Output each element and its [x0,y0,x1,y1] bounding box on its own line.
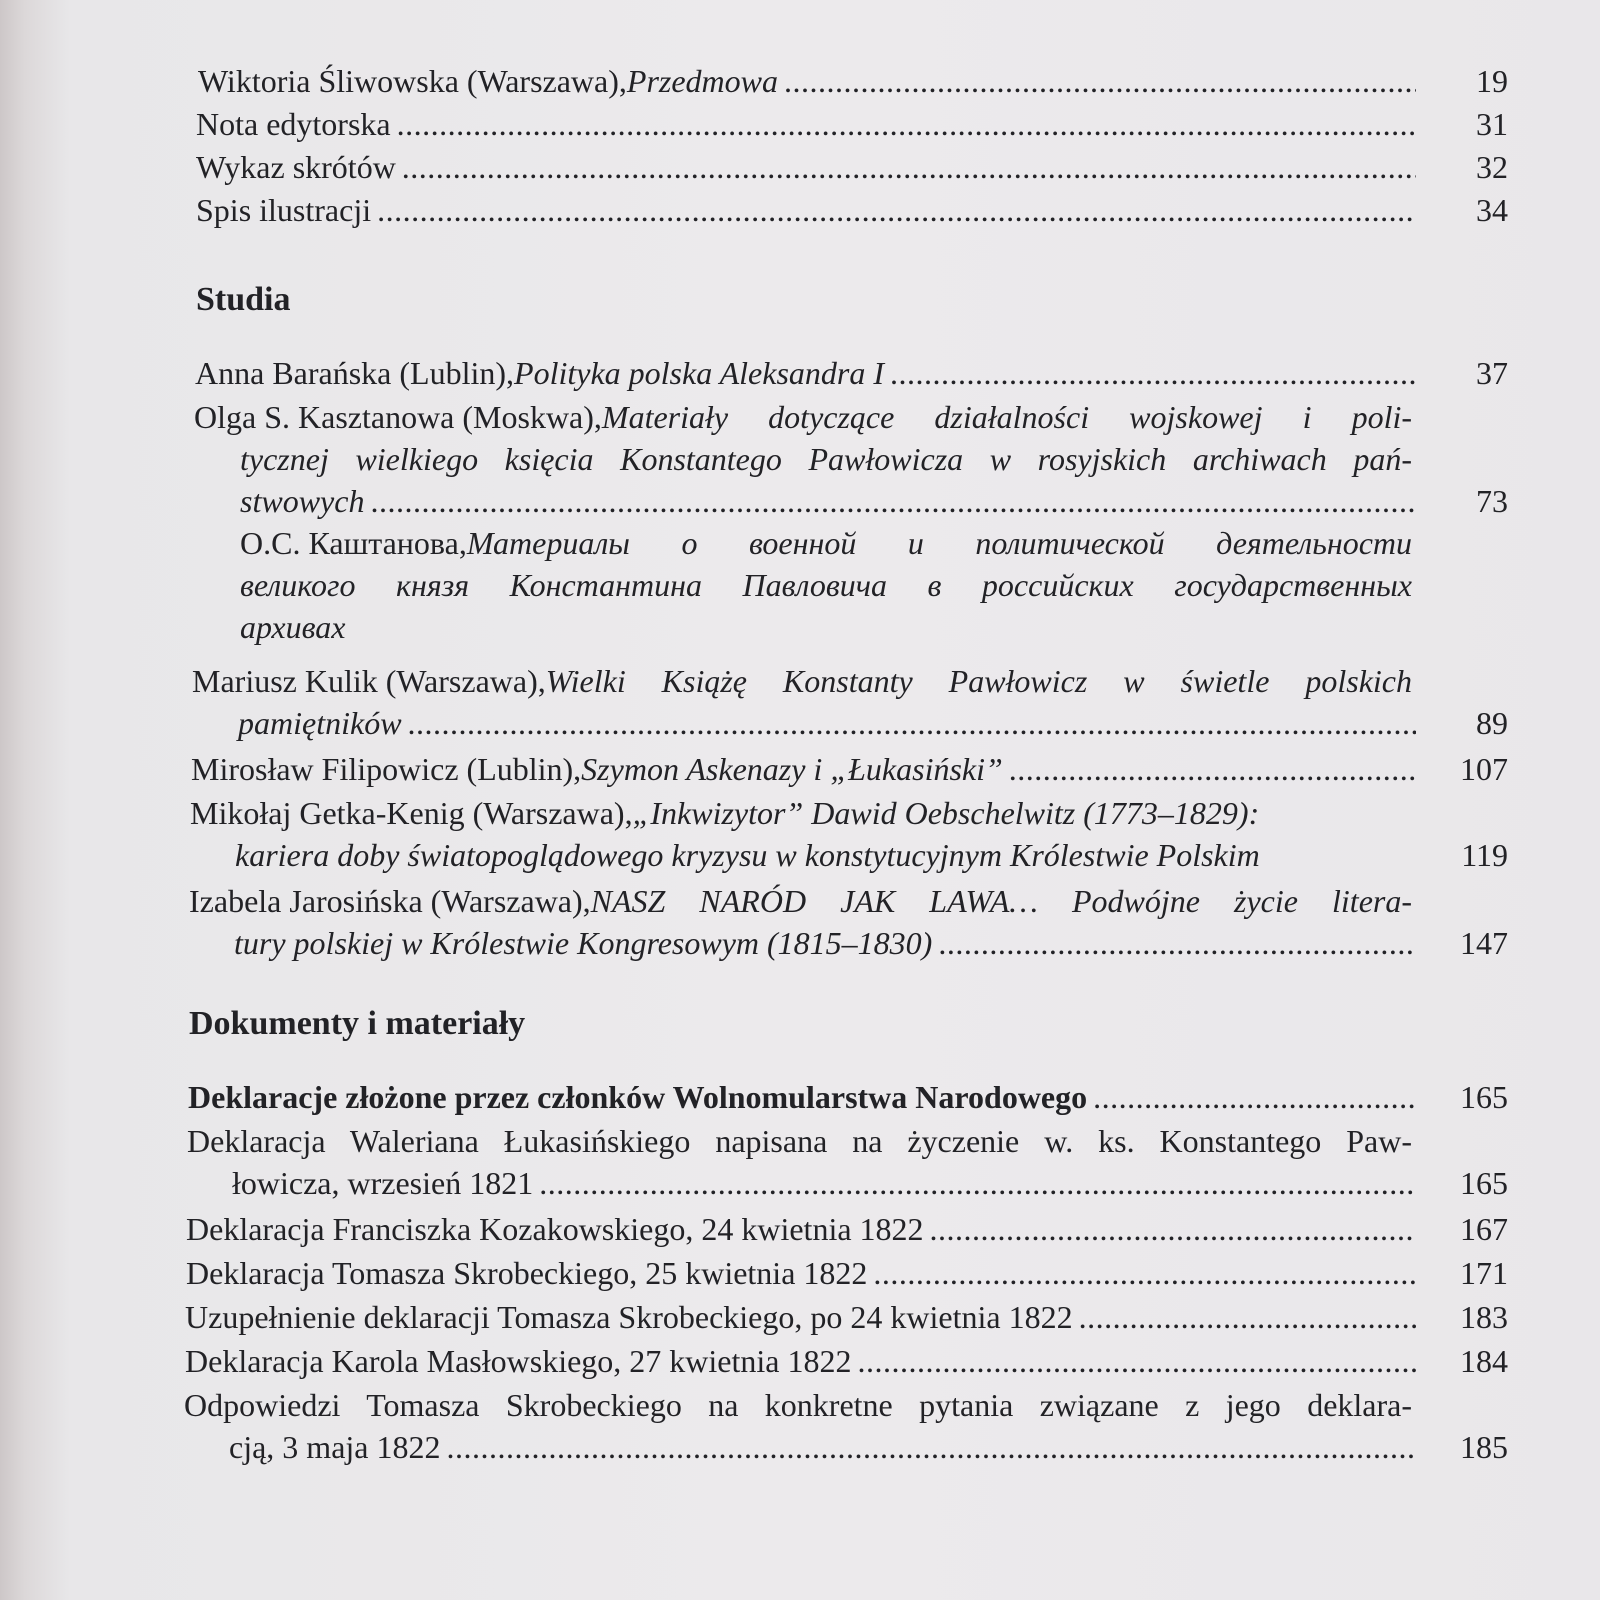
entry-page: 165 [1460,1079,1508,1115]
entry-page: 119 [1461,837,1508,873]
leader-dots [408,702,1416,744]
entry-title: Uzupełnienie deklaracji Tomasza Skrobeckiego, po 24 kwietnia 1822 [185,1299,1073,1335]
leader-dots [1079,1296,1416,1338]
entry-page: 37 [1476,355,1508,391]
toc-entry-deklaracje [188,1076,1508,1118]
entry-page: 171 [1460,1255,1508,1291]
entry-title-line-1: „Inkwizytor” Dawid Oebschelwitz (1773–1829): [632,795,1260,831]
entry-title: Wykaz skrótów [196,149,396,185]
leader-dots [1093,1076,1416,1118]
leader-dots [784,60,1416,102]
entry-title-line-2: tycznej wielkiego księcia Konstantego Pawłowicza w rosyjskich archiwach pań- [240,441,1412,477]
leader-dots [377,189,1416,231]
entry-title-line-1: Odpowiedzi Tomasza Skrobeckiego na konkretne pytania związane z jego deklara- [184,1387,1412,1423]
entry-title-line-2: pamiętników [238,705,402,741]
entry-page: 34 [1476,192,1508,228]
entry-author: Mariusz Kulik (Warszawa), [192,663,546,699]
leader-dots [930,1208,1416,1250]
toc-entry-filipowicz [191,748,1508,790]
leader-dots [938,922,1416,964]
toc-entry-kozakowski [186,1208,1508,1250]
entry-page: 32 [1476,149,1508,185]
entry-title-line-1: Wielki Książę Konstanty Pawłowicz w świetle polskich [545,663,1412,699]
entry-author: Mikołaj Getka-Kenig (Warszawa), [190,795,633,831]
entry-title-line-2: kariera doby światopoglądowego kryzysu w konstytucyjnym Królestwie Polskim [235,837,1260,873]
entry-title: Deklaracje złożone przez członków Wolnomularstwa Narodowego [188,1079,1088,1115]
entry-page: 31 [1476,106,1508,142]
entry-title-line-2: cją, 3 maja 1822 [229,1429,441,1465]
entry-title: Deklaracja Franciszka Kozakowskiego, 24 kwietnia 1822 [186,1211,924,1247]
entry-title: Deklaracja Tomasza Skrobeckiego, 25 kwietnia 1822 [186,1255,868,1291]
entry-page: 165 [1460,1165,1508,1201]
toc-entry-wykaz-skrotow [196,146,1508,188]
leader-dots [370,480,1416,522]
entry-title: Deklaracja Karola Masłowskiego, 27 kwietnia 1822 [185,1343,852,1379]
entry-title-line-1: Deklaracja Waleriana Łukasińskiego napisana na życzenie w. ks. Konstantego Paw- [187,1123,1412,1159]
leader-dots [890,352,1416,394]
toc-entry-odpowiedzi [184,1384,1508,1468]
entry-page: 185 [1460,1429,1508,1465]
entry-title: Szymon Askenazy i „Łukasiński” [581,751,1003,787]
toc-entry-lukasinski [187,1120,1508,1204]
entry-page: 19 [1476,63,1508,99]
leader-dots [397,103,1416,145]
toc-entry-getka-kenig [190,792,1508,876]
entry-page: 89 [1476,705,1508,741]
entry-title-russian-line-3: архивах [240,609,346,645]
toc-entry-przedmowa [198,60,1508,102]
entry-title: Przedmowa [626,63,778,99]
leader-dots [1009,748,1416,790]
toc-entry-jarosinska [189,880,1508,964]
section-heading-dokumenty: Dokumenty i materiały [189,1005,526,1042]
toc-entry-skrobecki [186,1252,1508,1294]
entry-page: 183 [1460,1299,1508,1335]
entry-author: Izabela Jarosińska (Warszawa), [189,883,591,919]
entry-author: Wiktoria Śliwowska (Warszawa), [198,63,627,99]
entry-title-line-2: tury polskiej w Królestwie Kongresowym (1815–1830) [234,925,933,961]
entry-title-russian-line-2: великого князя Константина Павловича в российских государственных [240,567,1412,603]
entry-title: Polityka polska Aleksandra I [514,355,885,391]
entry-author-russian: О.С. Каштанова, [240,525,467,561]
entry-title-russian-line-1: Материалы о военной и политической деятельности [466,525,1412,561]
entry-page: 147 [1460,925,1508,961]
toc-entry-nota-edytorska [196,103,1508,145]
entry-title-line-3: stwowych [240,483,365,519]
entry-title-line-1: NASZ NARÓD JAK LAWA… Podwójne życie litera- [590,883,1412,919]
entry-page: 167 [1460,1211,1508,1247]
leader-dots [857,1340,1416,1382]
toc-entry-maslowski [185,1340,1508,1382]
toc-entry-uzupelnienie [185,1296,1508,1338]
toc-entry-kasztanowa [194,396,1508,648]
entry-author: Anna Barańska (Lublin), [195,355,515,391]
leader-dots [402,146,1416,188]
entry-page: 73 [1476,483,1508,519]
entry-page: 184 [1460,1343,1508,1379]
entry-title: Spis ilustracji [196,192,372,228]
section-heading-studia: Studia [196,281,291,318]
toc-entry-baranska [195,352,1508,394]
entry-title-line-2: łowicza, wrzesień 1821 [232,1165,534,1201]
toc-entry-kulik [192,660,1508,744]
toc-entry-spis-ilustracji [196,189,1508,231]
entry-title: Nota edytorska [196,106,391,142]
entry-author: Olga S. Kasztanowa (Moskwa), [194,399,602,435]
entry-title-line-1: Materiały dotyczące działalności wojskowej i poli- [601,399,1412,435]
leader-dots [873,1252,1416,1294]
entry-page: 107 [1460,751,1508,787]
entry-author: Mirosław Filipowicz (Lublin), [191,751,582,787]
leader-dots [539,1162,1416,1204]
leader-dots [446,1426,1416,1468]
